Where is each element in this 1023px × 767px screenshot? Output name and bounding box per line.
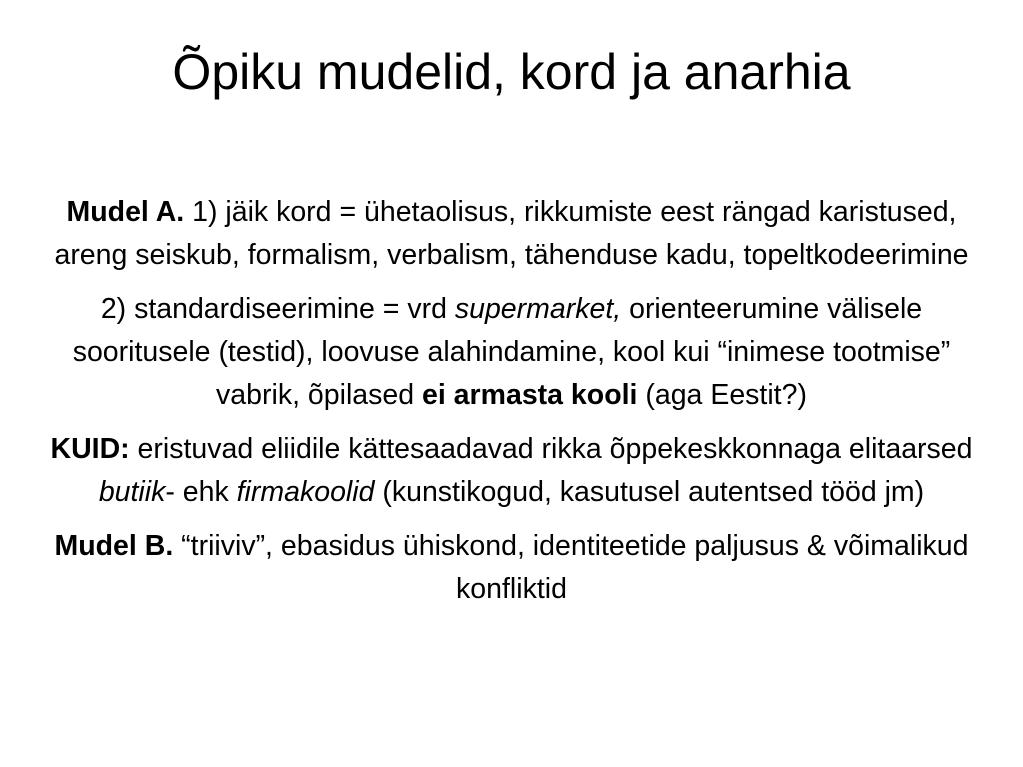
slide-body <box>28 191 995 622</box>
slide-title: Õpiku mudelid, kord ja anarhia <box>172 44 851 100</box>
standardization-text-b: orienteerumine välisele sooritusele (testid), loovuse alahindamine, kool kui “inimese tootmise” vabrik, õpilased <box>72 293 951 411</box>
paragraph-model-a <box>28 191 995 277</box>
paragraph-however <box>28 428 995 514</box>
however-text-c: (kunstikogud, kasutusel autentsed tööd jm) <box>374 476 925 508</box>
paragraph-standardization <box>28 288 995 417</box>
however-text-a: eristuvad eliidile kättesaadavad rikka õppekeskkonnaga elitaarsed <box>129 433 973 465</box>
model-b-label: Mudel B. <box>54 530 174 562</box>
model-a-label: Mudel A. <box>66 196 185 228</box>
standardization-text-c: (aga Eestit?) <box>637 379 807 411</box>
boutique-term: butiik <box>98 476 166 508</box>
however-text-b: - ehk <box>165 476 237 508</box>
dont-love-school-phrase: ei armasta kooli <box>422 379 638 411</box>
firm-schools-term: firmakoolid <box>236 476 375 508</box>
paragraph-model-b <box>28 525 995 611</box>
however-label: KUID: <box>50 433 130 465</box>
supermarket-term: supermarket, <box>454 293 622 325</box>
standardization-text-a: 2) standardiseerimine = vrd <box>100 293 455 325</box>
model-a-text: 1) jäik kord = ühetaolisus, rikkumiste eest rängad karistused, areng seiskub, formalism, verbalism, tähenduse kadu, topeltkodeerimine <box>54 196 969 271</box>
model-b-text: “triiviv”, ebasidus ühiskond, identiteetide paljusus & võimalikud konfliktid <box>173 530 969 605</box>
